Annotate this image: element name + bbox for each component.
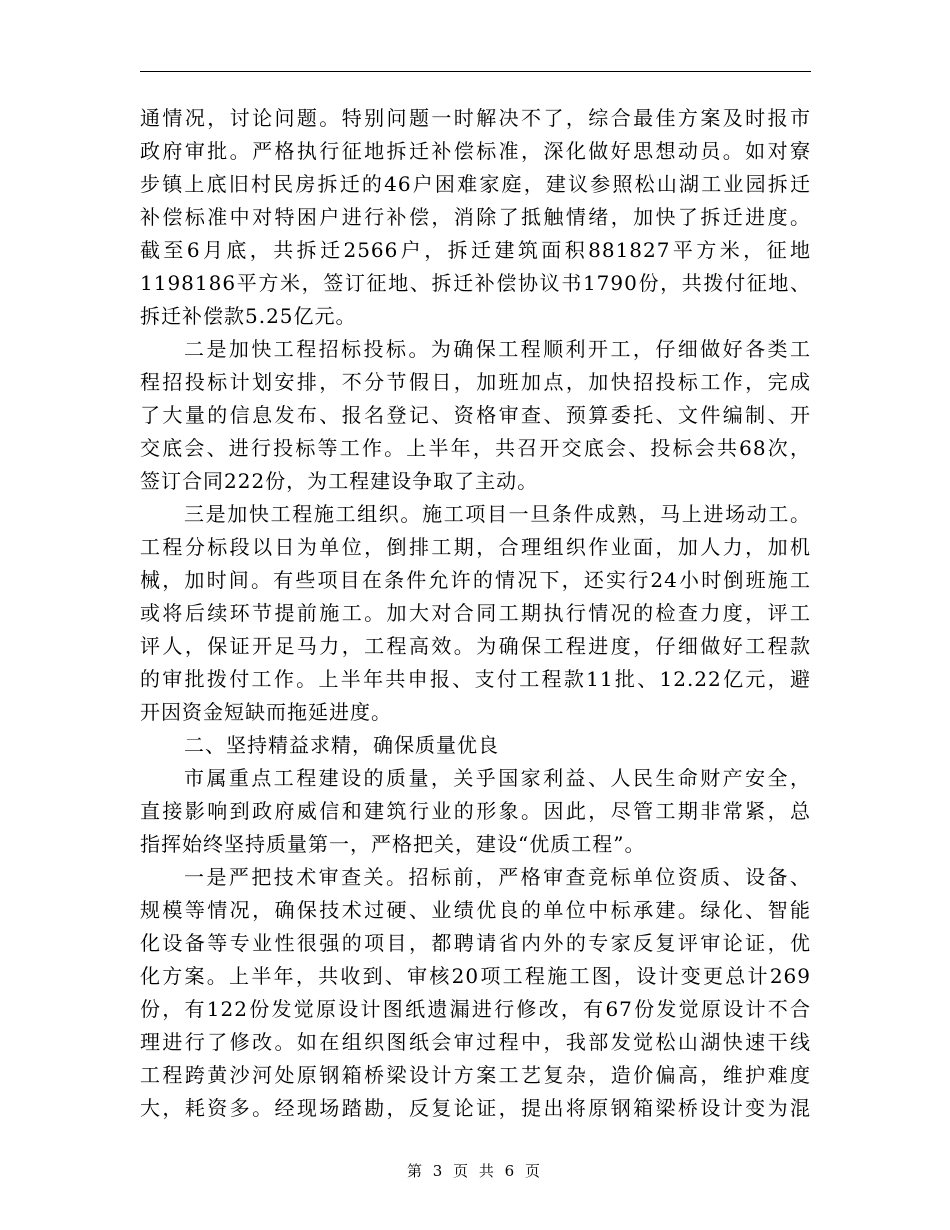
text-line: 理进行了修改。如在组织图纸会审过程中，我部发觉松山湖快速干线 [140,1030,811,1054]
paragraph-start-line: 一是严把技术审查关。招标前，严格审查竞标单位资质、设备、 [184,865,811,889]
text-line: 械，加时间。有些项目在条件允许的情况下，还实行24小时倒班施工 [140,568,811,592]
paragraph-start-line: 三是加快工程施工组织。施工项目一旦条件成熟，马上进场动工。 [184,502,811,526]
text-line: 规模等情况，确保技术过硬、业绩优良的单位中标承建。绿化、智能 [140,898,811,922]
text-line: 截至6月底，共拆迁2566户，拆迁建筑面积881827平方米，征地 [140,238,811,262]
text-line: 化方案。上半年，共收到、审核20项工程施工图，设计变更总计269 [140,964,811,988]
text-line: 工程跨黄沙河处原钢箱桥梁设计方案工艺复杂，造价偏高，维护难度 [140,1063,811,1087]
page-number-footer: 第 3 页 共 6 页 [407,1162,543,1180]
text-line: 政府审批。严格执行征地拆迁补偿标准，深化做好思想动员。如对寮 [140,139,811,163]
header-rule [140,71,811,72]
text-line: 交底会、进行投标等工作。上半年，共召开交底会、投标会共68次， [140,436,811,460]
text-line: 工程分标段以日为单位，倒排工期，合理组织作业面，加人力，加机 [140,535,811,559]
text-line: 的审批拨付工作。上半年共申报、支付工程款11批、12.22亿元，避 [140,667,811,691]
paragraph-start-line: 市属重点工程建设的质量，关乎国家利益、人民生命财产安全， [184,766,811,790]
section-heading: 二、坚持精益求精，确保质量优良 [184,733,499,757]
text-line: 签订合同222份，为工程建设争取了主动。 [140,469,539,493]
text-line: 步镇上底旧村民房拆迁的46户困难家庭，建议参照松山湖工业园拆迁 [140,172,811,196]
text-line: 化设备等专业性很强的项目，都聘请省内外的专家反复评审论证，优 [140,931,811,955]
text-line: 指挥始终坚持质量第一，严格把关，建设“优质工程”。 [140,832,646,856]
text-line: 1198186平方米，签订征地、拆迁补偿协议书1790份，共拨付征地、 [140,271,811,295]
text-line: 了大量的信息发布、报名登记、资格审查、预算委托、文件编制、开 [140,403,811,427]
text-line: 拆迁补偿款5.25亿元。 [140,304,357,328]
text-line: 程招投标计划安排，不分节假日，加班加点，加快招投标工作，完成 [140,370,811,394]
text-line: 评人，保证开足马力，工程高效。为确保工程进度，仔细做好工程款 [140,634,811,658]
document-body [140,102,811,1125]
text-line: 补偿标准中对特困户进行补偿，消除了抵触情绪，加快了拆迁进度。 [140,205,811,229]
text-line: 开因资金短缺而拖延进度。 [140,700,392,724]
text-line: 直接影响到政府威信和建筑行业的形象。因此，尽管工期非常紧，总 [140,799,811,823]
text-line: 大，耗资多。经现场踏勘，反复论证，提出将原钢箱梁桥设计变为混 [140,1096,811,1120]
paragraph-start-line: 二是加快工程招标投标。为确保工程顺利开工，仔细做好各类工 [184,337,811,361]
text-line: 或将后续环节提前施工。加大对合同工期执行情况的检查力度，评工 [140,601,811,625]
text-line: 通情况，讨论问题。特别问题一时解决不了，综合最佳方案及时报市 [140,106,811,130]
text-line: 份，有122份发觉原设计图纸遗漏进行修改，有67份发觉原设计不合 [140,997,811,1021]
